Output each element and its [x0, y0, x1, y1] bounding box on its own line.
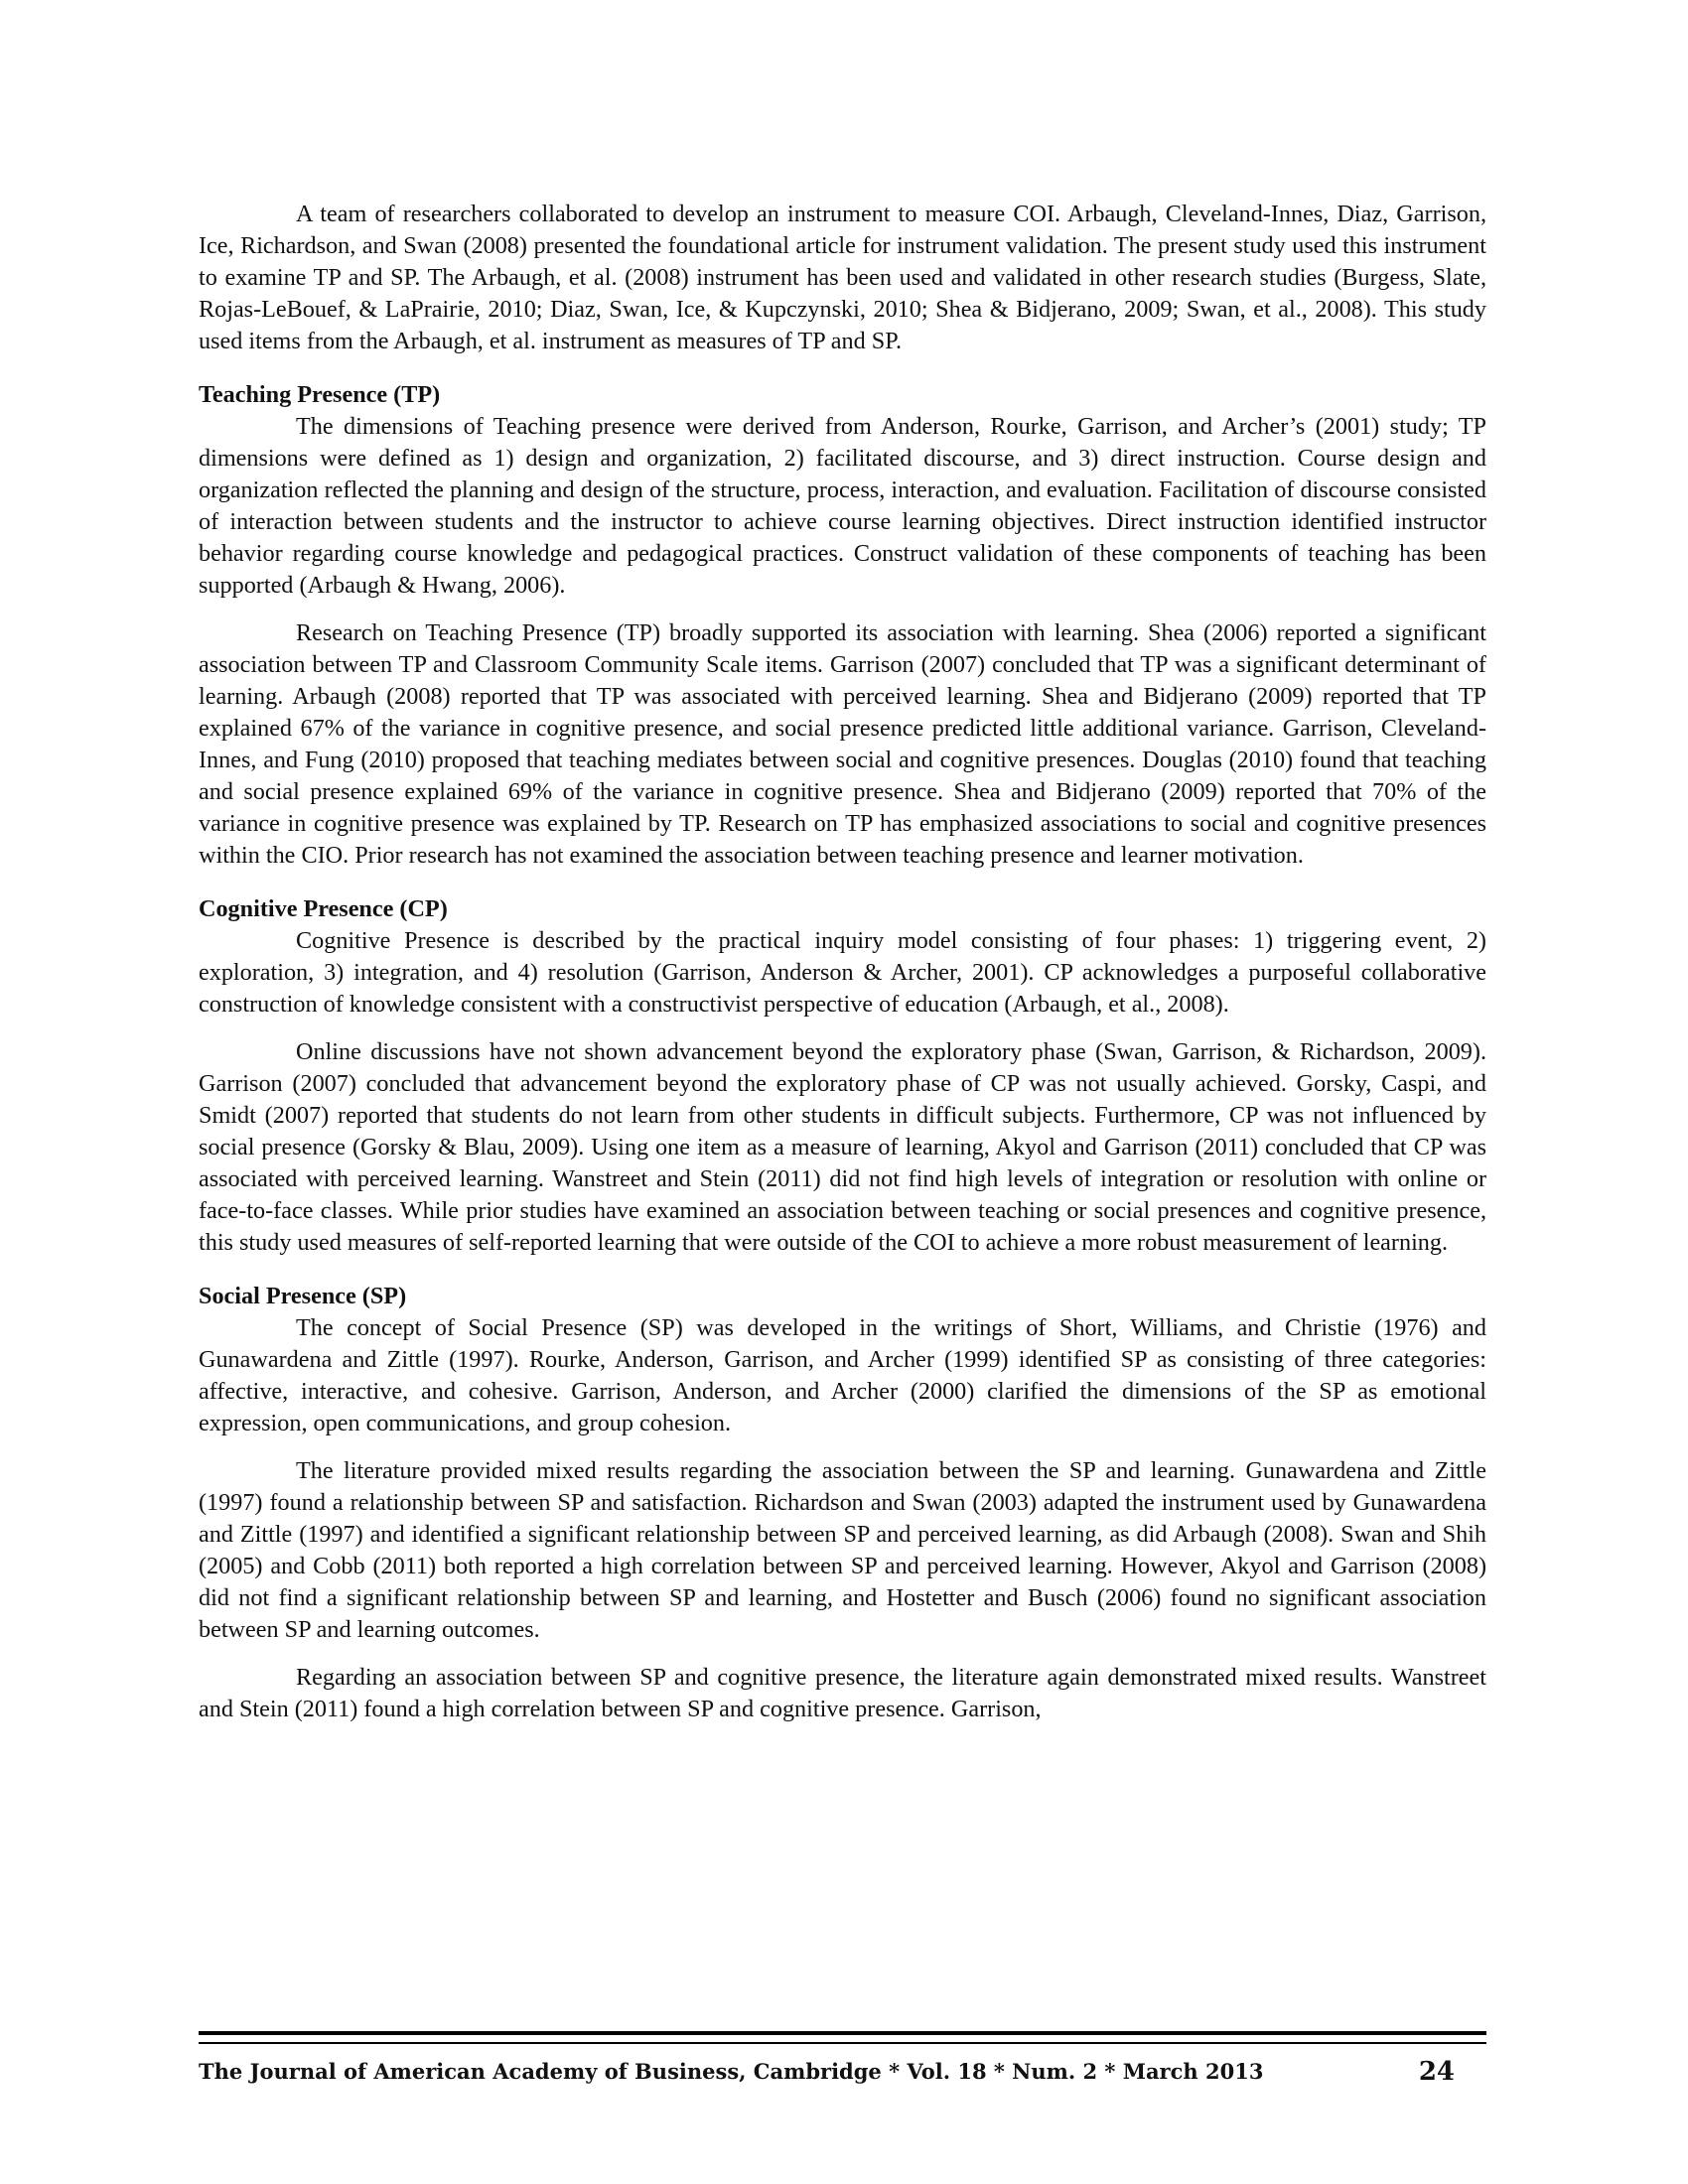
section-heading-teaching-presence: Teaching Presence (TP) [199, 381, 441, 408]
page-number: 24 [1418, 2057, 1455, 2087]
teaching-presence-paragraph-1: The dimensions of Teaching presence were derived from Anderson, Rourke, Garrison, and Archer’s (2001) study; TP dimensions were defined as 1) design and organization, 2) facilitated discourse, and 3) direct instruction. Course design and organization reflected the planning and design of the structure, process, interaction, and evaluation. Facilitation of discourse consisted of interaction between students and the instructor to achieve course learning objectives. Direct instruction identified instructor behavior regarding course knowledge and pedagogical practices. Construct validation of these components of teaching has been supported (Arbaugh & Hwang, 2006). [199, 413, 1486, 599]
teaching-presence-paragraph-2: Research on Teaching Presence (TP) broadly supported its association with learning. Shea (2006) reported a significant association between TP and Classroom Community Scale items. Garrison (2007) concluded that TP was a significant determinant of learning. Arbaugh (2008) reported that TP was associated with perceived learning. Shea and Bidjerano (2009) reported that TP explained 67% of the variance in cognitive presence, and social presence predicted little additional variance. Garrison, Cleveland-Innes, and Fung (2010) proposed that teaching mediates between social and cognitive presences. Douglas (2010) found that teaching and social presence explained 69% of the variance in cognitive presence. Shea and Bidjerano (2009) reported that 70% of the variance in cognitive presence was explained by TP. Research on TP has emphasized associations to social and cognitive presences within the CIO. Prior research has not examined the association between teaching presence and learner motivation. [199, 619, 1486, 869]
cognitive-presence-paragraph-1: Cognitive Presence is described by the practical inquiry model consisting of four phases: 1) triggering event, 2) exploration, 3) integration, and 4) resolution (Garrison, Anderson & Archer, 2001). CP acknowledges a purposeful collaborative construction of knowledge consistent with a constructivist perspective of education (Arbaugh, et al., 2008). [199, 927, 1486, 1018]
social-presence-paragraph-2: The literature provided mixed results regarding the association between the SP and learning. Gunawardena and Zittle (1997) found a relationship between SP and satisfaction. Richardson and Swan (2003) adapted the instrument used by Gunawardena and Zittle (1997) and identified a significant relationship between SP and perceived learning, as did Arbaugh (2008). Swan and Shih (2005) and Cobb (2011) both reported a high correlation between SP and perceived learning. However, Akyol and Garrison (2008) did not find a significant relationship between SP and learning, and Hostetter and Busch (2006) found no significant association between SP and learning outcomes. [199, 1457, 1486, 1643]
social-presence-paragraph-1: The concept of Social Presence (SP) was developed in the writings of Short, Williams, and Christie (1976) and Gunawardena and Zittle (1997). Rourke, Anderson, Garrison, and Archer (1999) identified SP as consisting of three categories: affective, interactive, and cohesive. Garrison, Anderson, and Archer (2000) clarified the dimensions of the SP as emotional expression, open communications, and group cohesion. [199, 1314, 1486, 1436]
cognitive-presence-paragraph-2: Online discussions have not shown advancement beyond the exploratory phase (Swan, Garrison, & Richardson, 2009). Garrison (2007) concluded that advancement beyond the exploratory phase of CP was not usually achieved. Gorsky, Caspi, and Smidt (2007) reported that students do not learn from other students in difficult subjects. Furthermore, CP was not influenced by social presence (Gorsky & Blau, 2009). Using one item as a measure of learning, Akyol and Garrison (2011) concluded that CP was associated with perceived learning. Wanstreet and Stein (2011) did not find high levels of integration or resolution with online or face-to-face classes. While prior studies have examined an association between teaching or social presences and cognitive presence, this study used measures of self-reported learning that were outside of the COI to achieve a more robust measurement of learning. [199, 1038, 1486, 1256]
footer-divider [199, 2031, 1486, 2045]
journal-citation: The Journal of American Academy of Business, Cambridge * Vol. 18 * Num. 2 * March 2013 [199, 2059, 1264, 2084]
section-heading-cognitive-presence: Cognitive Presence (CP) [199, 895, 448, 922]
social-presence-paragraph-3: Regarding an association between SP and cognitive presence, the literature again demonstrated mixed results. Wanstreet and Stein (2011) found a high correlation between SP and cognitive presence. Garrison, [199, 1664, 1486, 1722]
page-body [199, 199, 1486, 1725]
section-heading-social-presence: Social Presence (SP) [199, 1283, 407, 1309]
intro-paragraph: A team of researchers collaborated to develop an instrument to measure COI. Arbaugh, Cleveland-Innes, Diaz, Garrison, Ice, Richardson, and Swan (2008) presented the foundational article for instrument validation. The present study used this instrument to examine TP and SP. The Arbaugh, et al. (2008) instrument has been used and validated in other research studies (Burgess, Slate, Rojas-LeBouef, & LaPrairie, 2010; Diaz, Swan, Ice, & Kupczynski, 2010; Shea & Bidjerano, 2009; Swan, et al., 2008). This study used items from the Arbaugh, et al. instrument as measures of TP and SP. [199, 201, 1486, 354]
page-footer [199, 2055, 1486, 2095]
